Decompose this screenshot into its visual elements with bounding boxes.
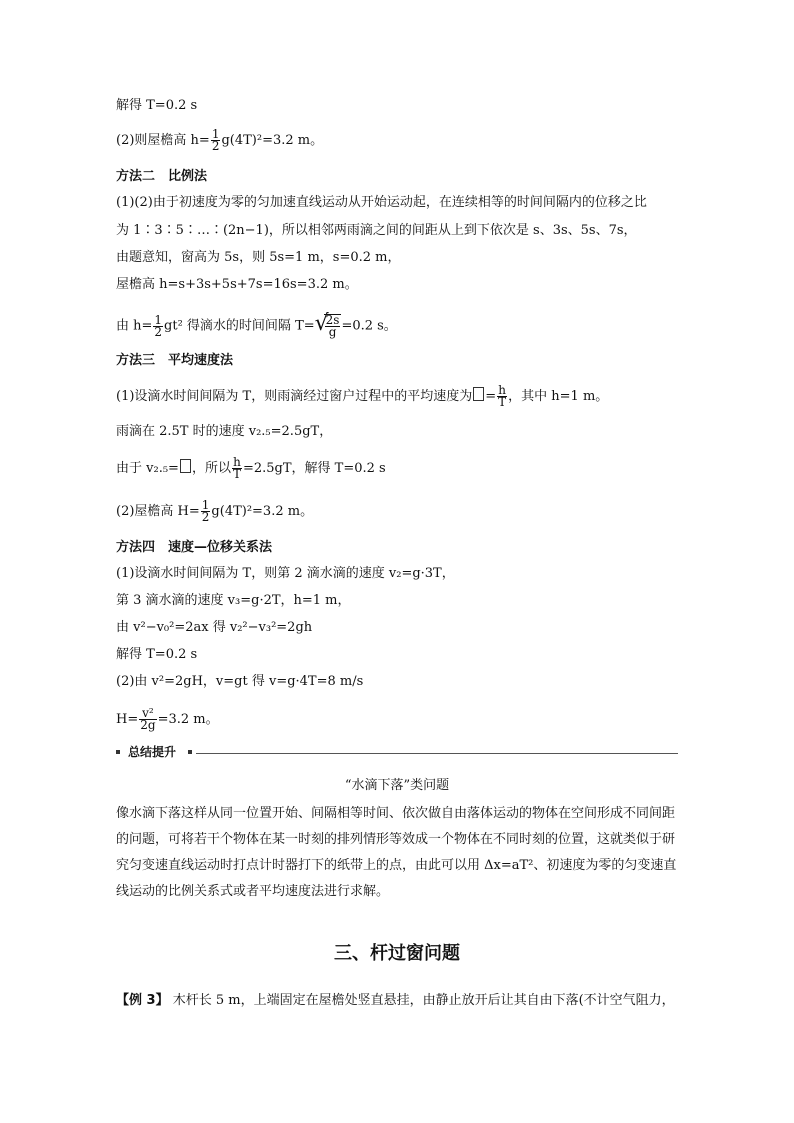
text-span: = [485,389,497,404]
fraction [497,385,507,408]
method-2-line-4: 屋檐高 h=s+3s+5s+7s=16s=3.2 m。 [116,277,358,292]
fraction-denominator: T [232,467,241,481]
text-span: (2)则屋檐高 h= [116,133,210,148]
text-span: (2)屋檐高 H= [116,504,200,519]
method-4-line-6 [116,708,219,731]
text-span: gt² 得滴水的时间间隔 T= [164,318,315,334]
method-2-line-2: 为 1∶3∶5∶…∶(2n−1)，所以相邻两雨滴之间的间距从上到下依次是 s、3s、5s、7s， [116,223,637,238]
fraction-numerator: 2s [325,313,340,327]
method-4-line-4: 解得 T=0.2 s [116,647,198,662]
summary-body: 像水滴下落这样从同一位置开始、间隔相等时间、依次做自由落体运动的物体在空间形成不同间距的问题，可将若干个物体在某一时刻的排列情形等效成一个物体在不同时刻的位置，这就类似于研究匀变速直线运动时打点计时器打下的纸带上的点，由此可以用 Δx=aT²、初速度为零的匀变速直线运动的比例关系式或者平均速度法进行求解。 [116,806,677,899]
divider [196,753,678,754]
method-4-line-2: 第 3 滴水滴的速度 v₃=g·2T，h=1 m， [116,593,351,608]
fraction [201,500,211,523]
text-span: 由于 v₂.₅= [116,461,179,476]
average-velocity-symbol-icon [180,459,191,473]
fraction-denominator: 2 [211,139,220,153]
text-span: (1)设滴水时间间隔为 T，则雨滴经过窗户过程中的平均速度为 [116,389,473,404]
method-3-title: 方法三 平均速度法 [116,353,234,368]
section-title: 三、杆过窗问题 [334,943,460,964]
fraction-denominator: 2g [140,718,156,732]
text-span: H= [116,712,139,727]
fraction-denominator: 2 [154,324,163,339]
fraction [211,129,221,152]
method-2-title: 方法二 比例法 [116,169,208,184]
fraction-numerator: h [233,455,241,469]
summary-title: “水滴下落”类问题 [344,778,450,793]
fraction [153,312,163,339]
example-text: 木杆长 5 m，上端固定在屋檐处竖直悬挂，由静止放开后让其自由下落(不计空气阻力， [172,993,675,1008]
method-3-line-3 [116,457,386,480]
fraction-numerator: 1 [201,498,210,512]
method-4-line-1: (1)设滴水时间间隔为 T，则第 2 滴水滴的速度 v₂=g·3T， [116,566,455,581]
method-3-line-2: 雨滴在 2.5T 时的速度 v₂.₅=2.5gT， [116,424,333,439]
text-span: g(4T)²=3.2 m。 [211,504,314,519]
text-line-eave-height [116,129,323,152]
square-root [314,311,342,339]
fraction [139,708,156,731]
average-velocity-symbol-icon [473,387,484,401]
fraction-denominator: g [328,325,337,339]
method-4-line-3: 由 v²−v₀²=2ax 得 v₂²−v₃²=2gh [116,620,313,635]
method-2-line-1: (1)(2)由于初速度为零的匀加速直线运动从开始运动起，在连续相等的时间间隔内的位移之比 [116,195,647,210]
method-4-line-5: (2)由 v²=2gH，v=gt 得 v=g·4T=8 m/s [116,674,364,689]
text-span: ，所以 [191,461,231,476]
fraction-denominator: 2 [201,510,210,524]
summary-label: 总结提升 [128,745,177,759]
fraction-denominator: T [498,395,507,409]
radical-sign-icon: √ [314,311,329,336]
text-span: g(4T)²=3.2 m。 [221,133,324,148]
method-3-line-4 [116,500,313,523]
example-tag: 【例 3】 [116,993,169,1008]
text-span: =0.2 s。 [341,318,397,334]
square-bullet-icon [116,750,120,754]
method-3-line-1 [116,385,608,408]
method-2-line-5 [116,311,397,339]
text-span: =3.2 m。 [157,712,219,727]
example-3 [116,992,675,1010]
fraction-numerator: 1 [154,312,163,327]
fraction-numerator: v² [139,708,156,720]
text-span: 由 h= [116,318,153,334]
method-4-title: 方法四 速度—位移关系法 [116,540,273,555]
summary-header [116,745,678,761]
fraction-numerator: h [498,383,506,397]
square-bullet-icon [188,750,192,754]
text-span: =2.5gT，解得 T=0.2 s [242,461,386,476]
fraction [232,457,242,480]
method-2-line-3: 由题意知，窗高为 5s，则 5s=1 m，s=0.2 m， [116,250,401,265]
fraction-numerator: 1 [211,127,220,141]
text-span: ，其中 h=1 m。 [508,389,609,404]
text-line-solve-t: 解得 T=0.2 s [116,98,198,113]
